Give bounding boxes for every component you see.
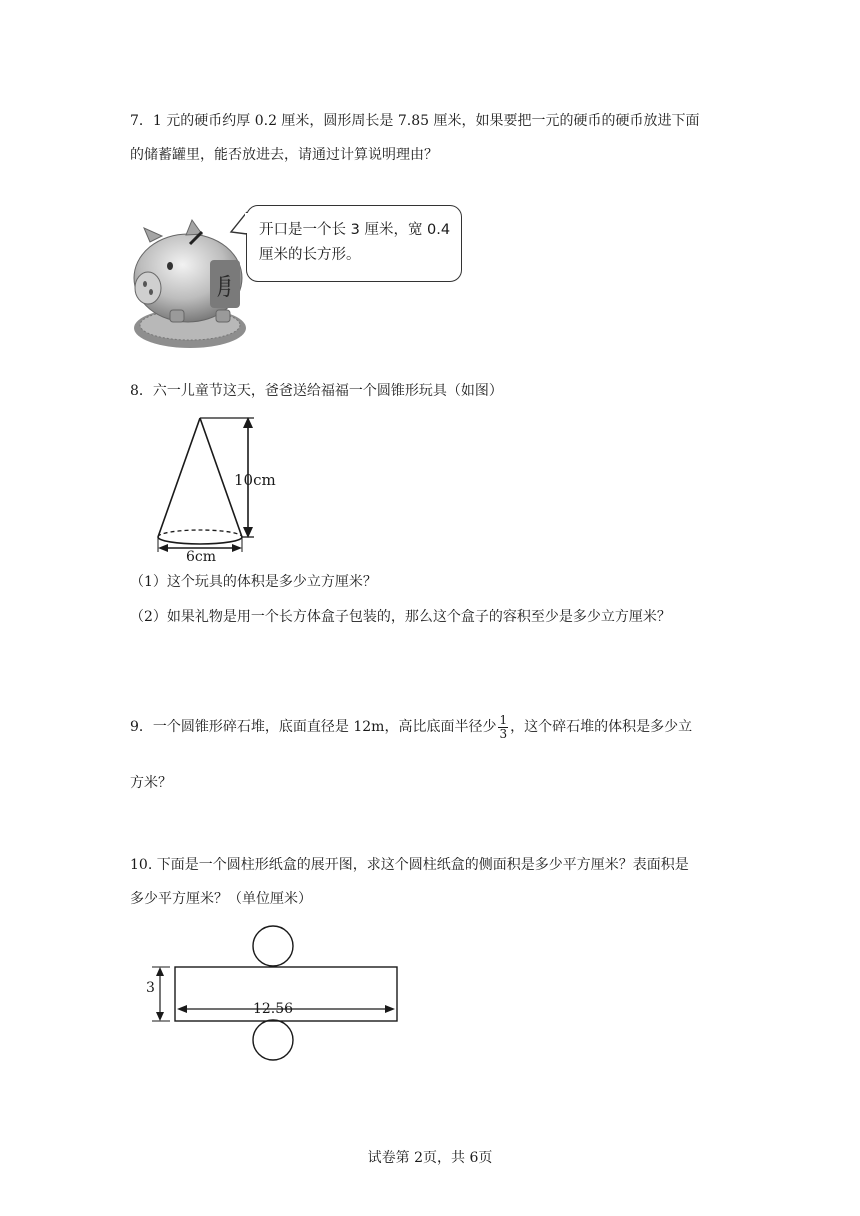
net-width-label: 12.56 — [252, 1001, 294, 1017]
q9-line1 — [130, 710, 692, 744]
svg-text:㐆: 㐆 — [213, 273, 237, 301]
bubble-line-2: 厘米的长方形。 — [259, 247, 361, 263]
cone-diameter-label: 6cm — [185, 549, 217, 565]
q8-sub1: （1）这个玩具的体积是多少立方厘米？ — [130, 574, 377, 590]
speech-bubble — [246, 205, 462, 282]
bubble-line-1: 开口是一个长 3 厘米，宽 0.4 — [259, 222, 451, 238]
cylinder-net-diagram — [140, 922, 410, 1064]
q10-line1: 10. 下面是一个圆柱形纸盒的展开图，求这个圆柱纸盒的侧面积是多少平方厘米？表面积是 — [130, 857, 689, 873]
net-height-label: 3 — [146, 980, 155, 996]
page-footer: 试卷第 2页，共 6页 — [367, 1150, 493, 1166]
q8-sub2: （2）如果礼物是用一个长方体盒子包装的，那么这个盒子的容积至少是多少立方厘米？ — [130, 609, 671, 625]
q9-line2: 方米？ — [130, 775, 172, 791]
q9-text-before: 9．一个圆锥形碎石堆，底面直径是 12m，高比底面半径少 — [130, 719, 497, 735]
cone-diagram — [150, 414, 290, 566]
q10-line2: 多少平方厘米？（单位厘米） — [130, 891, 312, 907]
q7-line2: 的储蓄罐里，能否放进去，请通过计算说明理由？ — [130, 147, 438, 163]
fraction — [498, 714, 508, 741]
q9-text-after: ，这个碎石堆的体积是多少立 — [510, 719, 693, 735]
q7-line1: 7．1 元的硬币约厚 0.2 厘米，圆形周长是 7.85 厘米，如果要把一元的硬币的硬币放进下面 — [130, 113, 700, 129]
cone-height-label: 10cm — [234, 471, 276, 489]
fraction-denominator: 3 — [499, 726, 508, 741]
fraction-numerator: 1 — [499, 712, 508, 727]
q8-stem: 8．六一儿童节这天，爸爸送给福福一个圆锥形玩具（如图） — [130, 383, 503, 399]
speech-bubble-tail-cover — [243, 213, 251, 233]
